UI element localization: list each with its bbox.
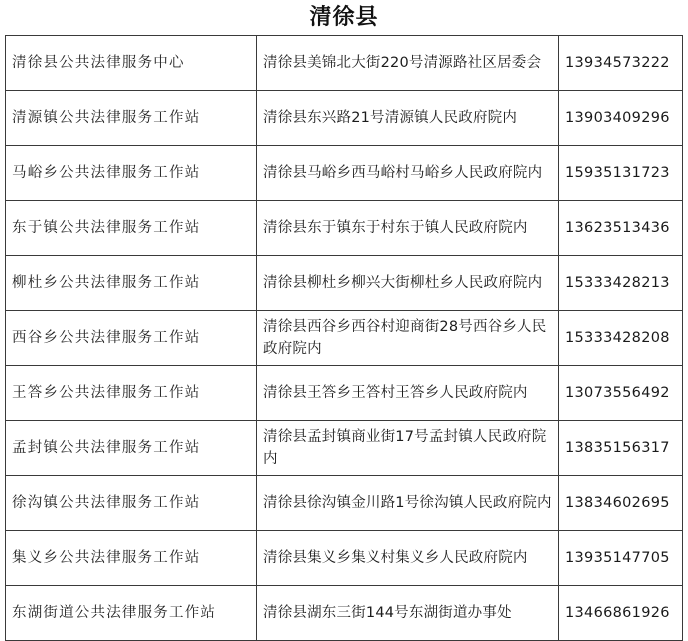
station-phone-cell: 15935131723: [559, 146, 683, 201]
station-name-cell: 西谷乡公共法律服务工作站: [6, 311, 257, 366]
station-name-cell: 东湖街道公共法律服务工作站: [6, 586, 257, 641]
station-name-cell: 东于镇公共法律服务工作站: [6, 201, 257, 256]
station-address-cell: 清徐县东于镇东于村东于镇人民政府院内: [257, 201, 559, 256]
station-phone-cell: 15333428213: [559, 256, 683, 311]
station-address-cell: 清徐县集义乡集义村集义乡人民政府院内: [257, 531, 559, 586]
station-phone-cell: 13835156317: [559, 421, 683, 476]
table-row: [6, 421, 683, 476]
station-name-cell: 马峪乡公共法律服务工作站: [6, 146, 257, 201]
table-row: [6, 146, 683, 201]
station-name-cell: 柳杜乡公共法律服务工作站: [6, 256, 257, 311]
table-row: [6, 476, 683, 531]
station-address-cell: 清徐县马峪乡西马峪村马峪乡人民政府院内: [257, 146, 559, 201]
station-phone-cell: 13466861926: [559, 586, 683, 641]
station-address-cell: 清徐县王答乡王答村王答乡人民政府院内: [257, 366, 559, 421]
table-row: [6, 201, 683, 256]
table-row: [6, 256, 683, 311]
station-phone-cell: 13073556492: [559, 366, 683, 421]
table-row: [6, 366, 683, 421]
station-phone-cell: 15333428208: [559, 311, 683, 366]
table-row: [6, 36, 683, 91]
station-name-cell: 清源镇公共法律服务工作站: [6, 91, 257, 146]
station-address-cell: 清徐县西谷乡西谷村迎商街28号西谷乡人民政府院内: [257, 311, 559, 366]
page-title: 清徐县: [309, 5, 379, 30]
service-directory-table: [5, 35, 683, 641]
station-phone-cell: 13903409296: [559, 91, 683, 146]
station-phone-cell: 13623513436: [559, 201, 683, 256]
station-phone-cell: 13934573222: [559, 36, 683, 91]
station-address-cell: 清徐县东兴路21号清源镇人民政府院内: [257, 91, 559, 146]
table-row: [6, 531, 683, 586]
table-row: [6, 586, 683, 641]
station-phone-cell: 13834602695: [559, 476, 683, 531]
station-name-cell: 清徐县公共法律服务中心: [6, 36, 257, 91]
table-row: [6, 311, 683, 366]
station-address-cell: 清徐县美锦北大街220号清源路社区居委会: [257, 36, 559, 91]
table-body: [6, 36, 683, 641]
table-row: [6, 91, 683, 146]
station-name-cell: 徐沟镇公共法律服务工作站: [6, 476, 257, 531]
station-address-cell: 清徐县徐沟镇金川路1号徐沟镇人民政府院内: [257, 476, 559, 531]
station-address-cell: 清徐县柳杜乡柳兴大街柳杜乡人民政府院内: [257, 256, 559, 311]
station-address-cell: 清徐县孟封镇商业街17号孟封镇人民政府院内: [257, 421, 559, 476]
station-address-cell: 清徐县湖东三街144号东湖街道办事处: [257, 586, 559, 641]
station-name-cell: 孟封镇公共法律服务工作站: [6, 421, 257, 476]
station-name-cell: 王答乡公共法律服务工作站: [6, 366, 257, 421]
station-phone-cell: 13935147705: [559, 531, 683, 586]
station-name-cell: 集义乡公共法律服务工作站: [6, 531, 257, 586]
